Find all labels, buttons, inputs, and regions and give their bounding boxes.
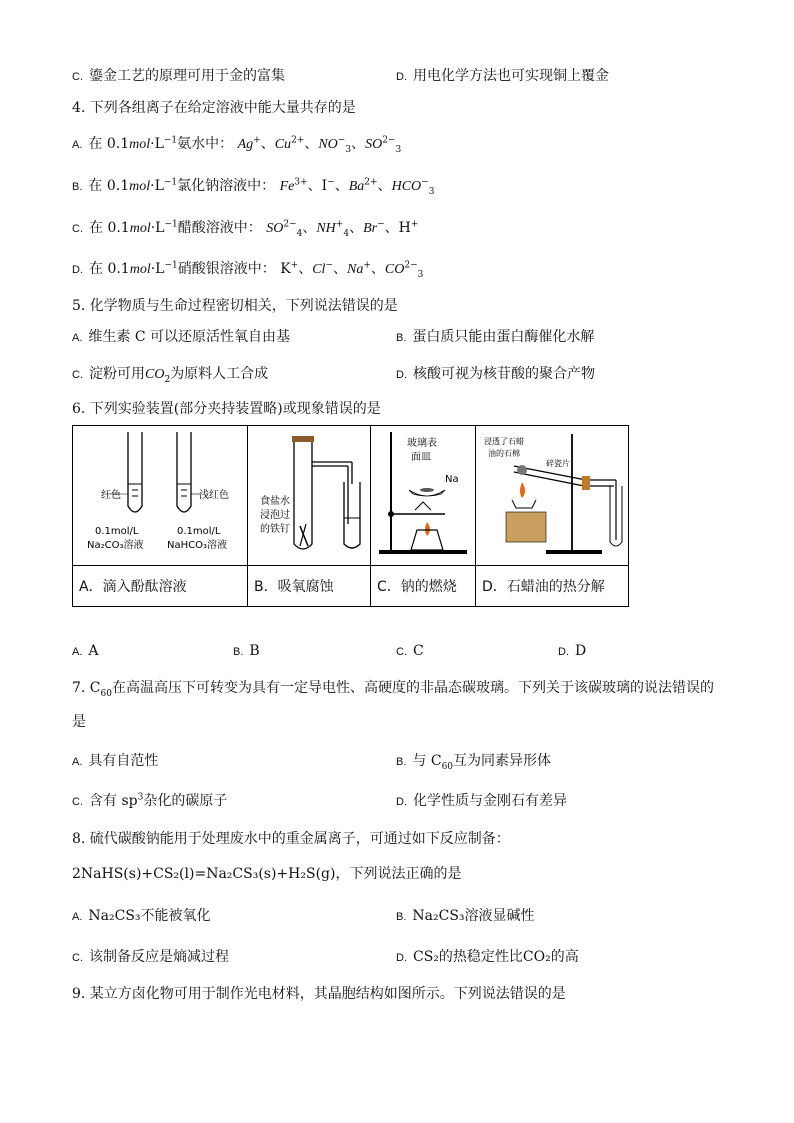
q4-stem: 4. 下列各组离子在给定溶液中能大量共存的是 xyxy=(72,100,356,116)
label-red: 红色 xyxy=(101,490,121,501)
q8-stem: 8. 硫代碳酸钠能用于处理废水中的重金属离子，可通过如下反应制备： xyxy=(72,831,510,847)
q8-option-b: B. Na₂CS₃溶液显碱性 xyxy=(396,908,535,924)
label-watch-glass: 玻璃表 xyxy=(407,438,437,449)
label-right-conc: 0.1mol/L xyxy=(177,526,221,537)
q4-option-a: A. 在 $0.1mol\cdot L^{-1}$氨水中： Ag+、$Cu^{2+}$、$NO^-_3$、$SO^{2-}_3$ xyxy=(72,135,402,155)
q5-option-a: A. 维生素 C 可以还原活性氧自由基 xyxy=(72,329,291,345)
q4-option-b: B. 在 $0.1mol\cdot L^{-1}$氯化钠溶液中： $Fe^{3+}$、I−、$Ba^{2+}$、$HCO^-_3$ xyxy=(72,177,435,197)
q8-option-c: C. 该制备反应是熵减过程 xyxy=(72,949,229,965)
q3-option-d: D. 用电化学方法也可实现铜上覆金 xyxy=(396,68,609,84)
q7-option-a: A. 具有自范性 xyxy=(72,753,159,769)
q6-caption-d: D．石蜡油的热分解 xyxy=(476,566,629,607)
q4-option-d: D. 在 $0.1mol\cdot L^{-1}$硝酸银溶液中： K+、Cl−、Na+、$CO^{2-}_3$ xyxy=(72,260,424,280)
q6-figure-d xyxy=(476,426,629,566)
label-soaked-asbestos-2: 油的石棉 xyxy=(488,449,520,458)
q6-stem: 6. 下列实验装置(部分夹持装置略)或现象错误的是 xyxy=(72,401,381,417)
q5-option-d: D. 核酸可视为核苷酸的聚合产物 xyxy=(396,366,595,382)
q6-caption-b: B．吸氧腐蚀 xyxy=(248,566,371,607)
q6-answer-d: D. D xyxy=(558,643,587,659)
q5-option-b: B. 蛋白质只能由蛋白酶催化水解 xyxy=(396,329,595,345)
q6-figure-c xyxy=(371,426,476,566)
q3-option-c: C. 鎏金工艺的原理可用于金的富集 xyxy=(72,68,285,84)
q7-option-c: C. 含有 $sp^3$杂化的碳原子 xyxy=(72,792,228,809)
label-na: Na xyxy=(445,474,459,485)
q6-figure-b xyxy=(248,426,371,566)
q4-option-c: C. 在 $0.1mol\cdot L^{-1}$醋酸溶液中： $SO^{2-}_4$、$NH^+_4$、Br−、H+ xyxy=(72,219,419,239)
label-dish: 面皿 xyxy=(411,452,431,463)
label-left-conc: 0.1mol/L xyxy=(95,526,139,537)
q9-stem: 9. 某立方卤化物可用于制作光电材料，其晶胞结构如图所示。下列说法错误的是 xyxy=(72,986,566,1002)
label-porcelain: 碎瓷片 xyxy=(546,459,570,468)
q8-equation: 2NaHS(s)+CS₂(l)=Na₂CS₃(s)+H₂S(g)，下列说法正确的是 xyxy=(72,866,462,882)
q5-option-c: C. 淀粉可用$CO_2$为原料人工合成 xyxy=(72,366,269,385)
q6-experiment-table xyxy=(72,425,629,607)
label-soaked-asbestos-1: 浸透了石蜡 xyxy=(484,437,524,446)
q8-option-a: A. Na₂CS₃不能被氧化 xyxy=(72,908,211,924)
label-light-red: 浅红色 xyxy=(199,490,229,501)
label-salt-water: 食盐水 xyxy=(260,496,290,507)
label-right-solution: NaHCO₃溶液 xyxy=(167,540,227,551)
label-soaked: 浸泡过 xyxy=(260,510,290,521)
paraffin-cracking-diagram xyxy=(476,426,628,561)
label-left-solution: Na₂CO₃溶液 xyxy=(87,540,144,551)
q6-answer-c: C. C xyxy=(396,643,424,659)
q6-figure-a xyxy=(73,426,248,566)
label-iron-nail: 的铁钉 xyxy=(260,524,290,535)
sodium-burning-diagram xyxy=(371,426,475,561)
q6-answer-a: A. A xyxy=(72,643,99,659)
q7-option-b: B. 与 $C_{60}$互为同素异形体 xyxy=(396,753,552,772)
q6-caption-c: C．钠的燃烧 xyxy=(371,566,476,607)
q6-caption-a: A．滴入酚酞溶液 xyxy=(73,566,248,607)
q7-option-d: D. 化学性质与金刚石有差异 xyxy=(396,793,567,809)
q5-stem: 5. 化学物质与生命过程密切相关，下列说法错误的是 xyxy=(72,298,398,314)
q7-stem-cont: 是 xyxy=(72,714,86,730)
q6-answer-b: B. B xyxy=(233,643,260,659)
q8-option-d: D. CS₂的热稳定性比CO₂的高 xyxy=(396,949,579,965)
corrosion-diagram xyxy=(248,426,370,561)
test-tubes-diagram xyxy=(73,426,247,561)
q7-stem: 7. $C_{60}$在高温高压下可转变为具有一定导电性、高硬度的非晶态碳玻璃。下列关于该碳玻璃的说法错误的 xyxy=(72,680,714,699)
